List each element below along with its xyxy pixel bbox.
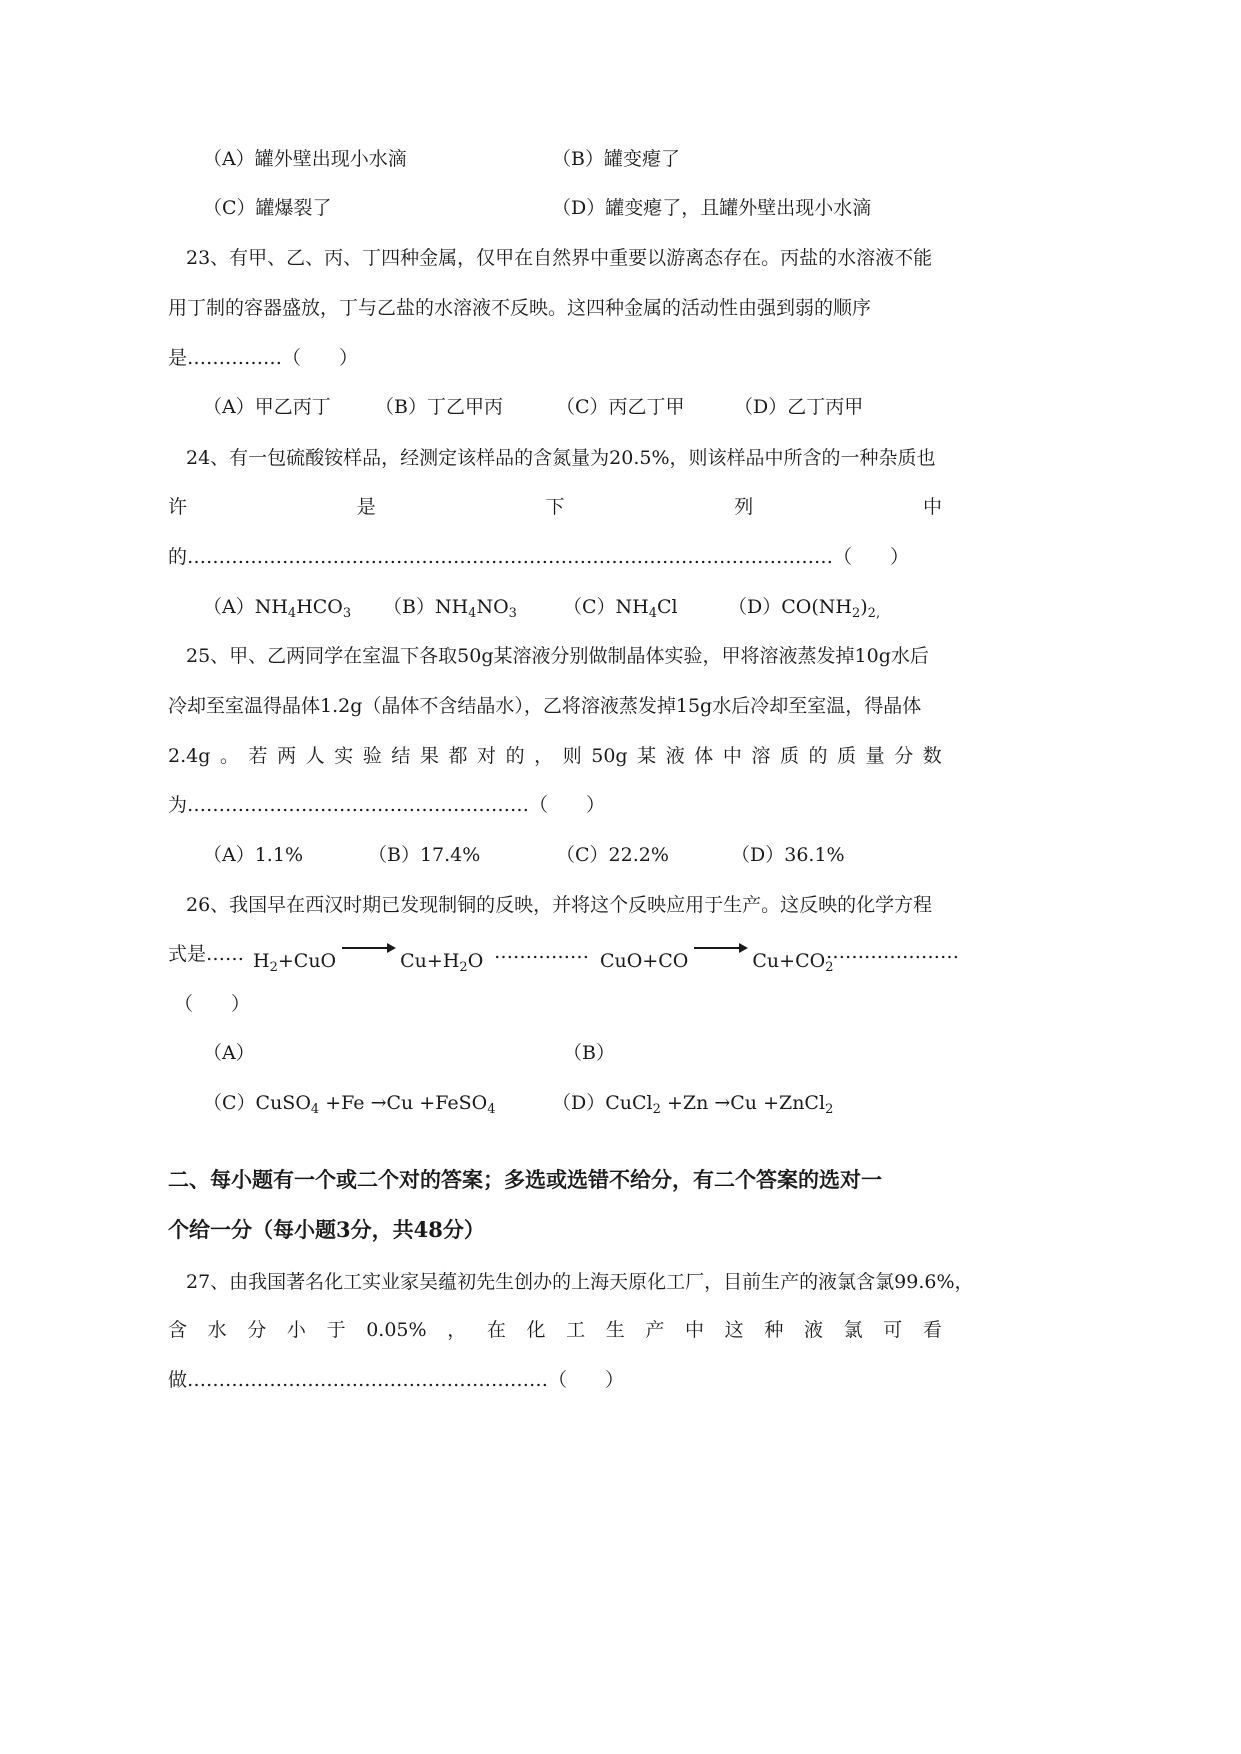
- q24-text-line-2: [168, 495, 942, 519]
- q22-option-c: （C）罐爆裂了: [203, 197, 332, 219]
- q26-dots-end: …………………: [826, 941, 959, 963]
- q23-text-line-2: 用丁制的容器盛放，丁与乙盐的水溶液不反映。这四种金属的活动性由强到弱的顺序: [168, 297, 872, 319]
- q23-option-d: （D）乙丁丙甲: [734, 396, 864, 418]
- q26-equation-b-row: [600, 944, 834, 975]
- q26-option-a: （A）: [203, 1042, 255, 1064]
- q26-dots-mid: ……………: [494, 941, 589, 963]
- q27-text-line-1: 27、由我国著名化工实业家吴蕴初先生创办的上海天原化工厂，目前生产的液氯含氯99.6%，: [186, 1271, 974, 1293]
- arrow-icon: [342, 947, 394, 949]
- section-2-heading-line-2: 个给一分（每小题3分，共48分）: [168, 1217, 485, 1242]
- q24-option-a: $(A)NH_4HCO_3$: [203, 596, 352, 621]
- q22-option-d: （D）罐变瘪了，且罐外壁出现小水滴: [552, 197, 872, 219]
- arrow-icon: [694, 947, 746, 949]
- equation-b: CuO+CO $Cu+CO_2$: [600, 950, 833, 972]
- q24-option-d: $(D)CO(NH_2)_{2,}$: [728, 596, 881, 621]
- q26-option-b: （B）: [563, 1042, 615, 1064]
- q23-text-line-1: 23、有甲、乙、丙、丁四种金属，仅甲在自然界中重要以游离态存在。丙盐的水溶液不能: [186, 247, 933, 269]
- q25-text-line-4: 为………………………………………………（ ）: [168, 794, 606, 816]
- q26-option-d: （D）CuCl$_2$ +Zn →Cu +ZnCl$_2$: [552, 1092, 834, 1117]
- q25-text-line-3: 2.4g 。 若 两 人 实 验 结 果 都 对 的 ， 则 50g 某 液 体 中 溶 质 的 质 量 分 数: [168, 745, 942, 767]
- q24-word: 中: [922, 496, 942, 518]
- q24-text-line-3: 的…………………………………………………………………………………………（ ）: [168, 546, 910, 568]
- q25-option-d: （D）36.1%: [731, 844, 845, 866]
- q26-option-c: （C）CuSO$_4$ +Fe →Cu +FeSO$_4$: [203, 1092, 496, 1117]
- q25-option-c: （C）22.2%: [556, 844, 669, 866]
- q22-option-a: （A）罐外壁出现小水滴: [203, 148, 407, 170]
- q24-text-line-1: 24、有一包硫酸铵样品，经测定该样品的含氮量为20.5%，则该样品中所含的一种杂质也: [186, 447, 936, 469]
- q24-option-b: $(B)NH_4NO_3$: [383, 596, 517, 621]
- q24-word: 列: [734, 496, 754, 518]
- q23-option-a: （A）甲乙丙丁: [203, 396, 331, 418]
- q25-text-line-2: 冷却至室温得晶体1.2g（晶体不含结晶水），乙将溶液蒸发掉15g水后冷却至室温，得晶体: [168, 695, 922, 717]
- section-2-heading-line-1: 二、每小题有一个或二个对的答案；多选或选错不给分，有二个答案的选对一: [168, 1167, 882, 1192]
- q23-option-c: （C）丙乙丁甲: [556, 396, 685, 418]
- q27-text-line-2: 含 水 分 小 于 0.05% ， 在 化 工 生 产 中 这 种 液 氯 可 看: [168, 1319, 942, 1341]
- q24-word: 是: [356, 496, 376, 518]
- q23-option-b: （B）丁乙甲丙: [375, 396, 503, 418]
- equation-a: $H_2+CuO$ $Cu+H_2O$: [253, 950, 483, 972]
- q25-text-line-1: 25、甲、乙两同学在室温下各取50g某溶液分别做制晶体实验，甲将溶液蒸发掉10g水后: [186, 645, 929, 667]
- q26-text-line-2-prefix: 式是……: [168, 943, 245, 965]
- q24-word: 许: [168, 496, 188, 518]
- q27-text-line-3: 做…………………………………………………（ ）: [168, 1369, 625, 1391]
- q26-text-line-3: （ ）: [174, 993, 251, 1015]
- q23-text-line-3: 是……………（ ）: [168, 347, 359, 369]
- q22-option-b: （B）罐变瘪了: [552, 148, 680, 170]
- q25-option-b: （B）17.4%: [368, 844, 481, 866]
- q26-text-line-1: 26、我国早在西汉时期已发现制铜的反映，并将这个反映应用于生产。这反映的化学方程: [186, 894, 933, 916]
- q25-option-a: （A）1.1%: [203, 844, 303, 866]
- q24-option-c: $(C)NH_4Cl$: [563, 596, 678, 621]
- q24-word: 下: [545, 496, 565, 518]
